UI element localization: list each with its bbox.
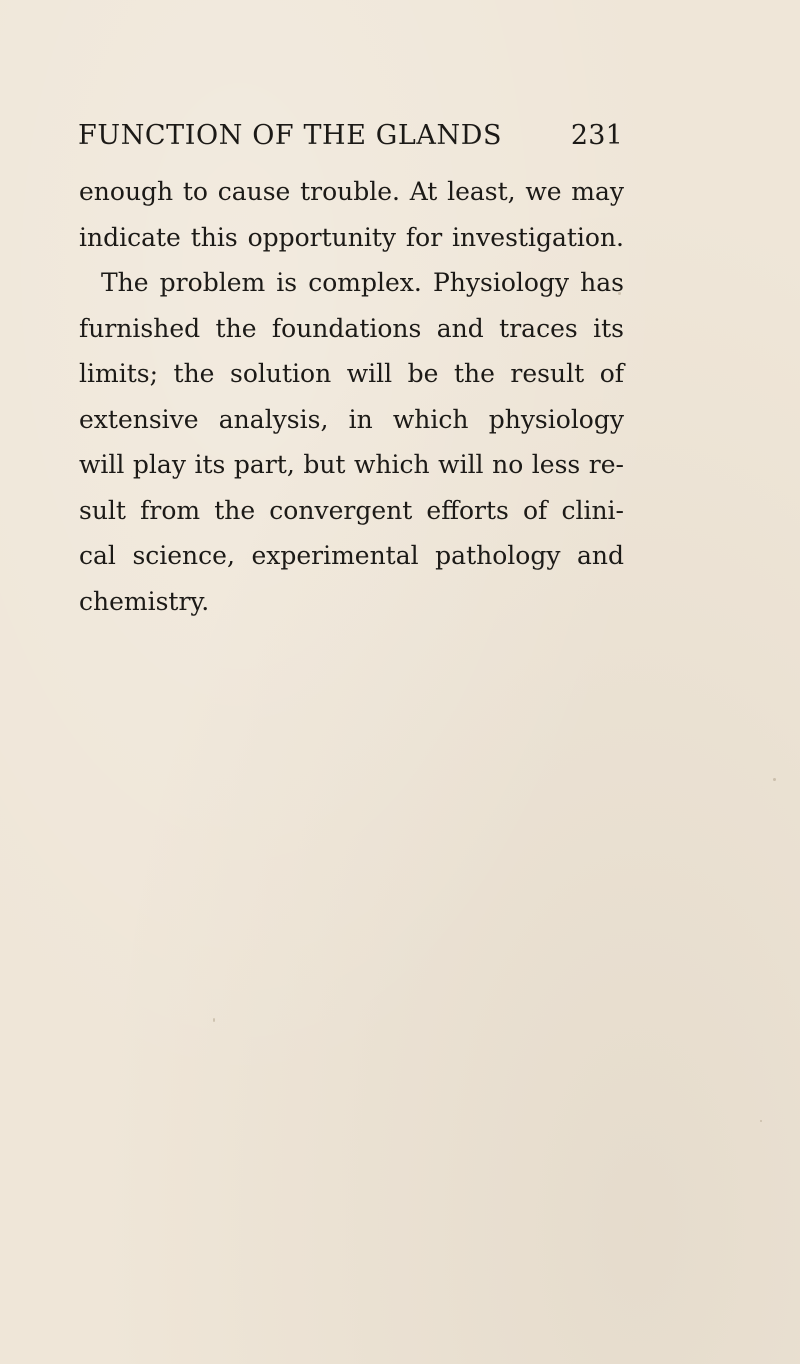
- text-line: will play its part, but which will no less re-: [79, 450, 624, 479]
- page-number: 231: [570, 120, 623, 151]
- paper-speck: [760, 1120, 762, 1122]
- text-line: limits; the solution will be the result of: [79, 359, 624, 388]
- text-line: The problem is complex. Physiology has: [101, 268, 624, 297]
- page-header: [78, 120, 623, 160]
- text-line: sult from the convergent efforts of clini-: [79, 495, 624, 525]
- text-line: cal science, experimental pathology and: [79, 541, 624, 570]
- paper-speck: [213, 1018, 215, 1022]
- text-line: enough to cause trouble. At least, we may: [79, 177, 624, 206]
- text-line: chemistry.: [79, 586, 210, 616]
- running-head: FUNCTION OF THE GLANDS: [78, 120, 503, 151]
- paper-speck: [773, 778, 776, 781]
- body-paragraph: [79, 169, 624, 624]
- text-line: extensive analysis, in which physiology: [79, 404, 624, 434]
- paper-speck: [618, 292, 621, 295]
- text-line: furnished the foundations and traces its: [79, 313, 624, 343]
- text-line: indicate this opportunity for investigation.: [79, 222, 624, 252]
